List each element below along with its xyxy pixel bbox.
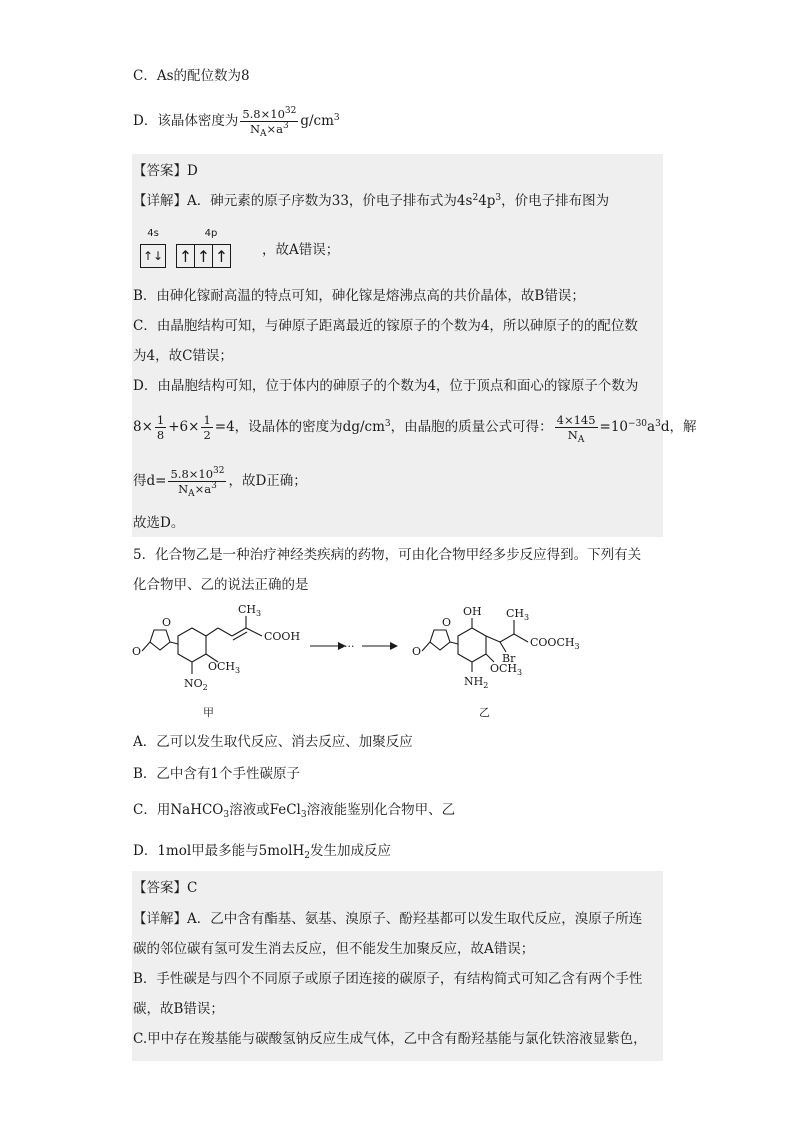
orbital-4p: 4p ↑ ↑ ↑ xyxy=(176,228,246,270)
svg-text:Br: Br xyxy=(502,652,516,665)
q4-detail-d-3: 得d= $\frac{5.8\times 10^{32}}{N_A\times a^3}$ ，故D正确； xyxy=(133,466,307,499)
q4-detail-d-1: D．由晶胞结构可知，位于体内的砷原子的个数为4，位于顶点和面心的镓原子个数为 xyxy=(133,378,639,394)
q5-option-d: D．1mol甲最多能与5molH$_2$发生加成反应 xyxy=(133,843,392,861)
svg-text:OCH3: $OCH_3$ xyxy=(490,662,523,677)
svg-text:O: O xyxy=(162,616,172,629)
q4-conclusion: 故选D。 xyxy=(133,515,185,531)
q5-detail-b-1: B．手性碳是与四个不同原子或原子团连接的碳原子，有结构简式可知乙含有两个手性 xyxy=(133,971,643,987)
q4-detail-d-2: 8× $\frac{1}{8}$ +6× $\frac{1}{2}$ =4，设晶体的密度为$dg/cm^3$，由晶胞的质量公式可得： $\frac{4\times 145}{N_A}$ $=10^{-30}a^3d$，解 xyxy=(133,413,697,445)
ch3-label-jia: $CH_3$ xyxy=(238,603,262,618)
orbital-4s: 4s ↑↓ xyxy=(140,228,166,270)
label-yi: 乙 xyxy=(479,706,490,719)
q4-detail-a-end: ，故A错误； xyxy=(262,242,340,258)
q4-detail-a: 【详解】A．砷元素的原子序数为33，价电子排布式为$4s^24p^3$，价电子排布图为 xyxy=(133,193,610,209)
svg-text:NO2: $NO_2$ xyxy=(184,677,208,692)
reaction-scheme xyxy=(130,600,630,730)
q5-option-b: B．乙中含有1个手性碳原子 xyxy=(133,766,301,782)
density-fraction: $\frac{5.8\times 10^{32}}{N_A\times a^3}$ xyxy=(242,106,297,139)
q4-option-d: D．该晶体密度为 $\frac{5.8\times 10^{32}}{N_A\times a^3}$ $g/cm^3$ xyxy=(133,106,340,139)
svg-text:NH2: $NH_2$ xyxy=(464,675,489,690)
svg-text:O: O xyxy=(132,645,142,658)
q4-detail-c-2: 为4，故C错误； xyxy=(133,348,233,364)
q5-answer: 【答案】C xyxy=(133,880,198,896)
svg-text:···: ··· xyxy=(344,640,355,653)
svg-text:O: O xyxy=(412,645,422,658)
q5-stem-2: 化合物甲、乙的说法正确的是 xyxy=(133,577,309,593)
svg-text:COOH: COOH xyxy=(264,630,301,643)
q5-detail-b-2: 碳，故B错误； xyxy=(133,1001,224,1017)
q5-stem-1: 5．化合物乙是一种治疗神经类疾病的药物，可由化合物甲经多步反应得到。下列有关 xyxy=(133,547,642,563)
q4-option-c: C．As的配位数为8 xyxy=(133,68,250,84)
svg-text:O: O xyxy=(442,616,452,629)
q4-detail-b: B．由砷化镓耐高温的特点可知，砷化镓是熔沸点高的共价晶体，故B错误； xyxy=(133,288,585,304)
q5-detail-a-1: 【详解】A．乙中含有酯基、氨基、溴原子、酚羟基都可以发生取代反应，溴原子所连 xyxy=(133,911,643,927)
q5-option-a: A．乙可以发生取代反应、消去反应、加聚反应 xyxy=(133,734,413,750)
svg-text:OH: OH xyxy=(463,605,482,618)
q5-detail-a-2: 碳的邻位碳有氢可发生消去反应，但不能发生加聚反应，故A错误； xyxy=(133,941,535,957)
label-jia: 甲 xyxy=(203,706,214,719)
q5-option-c: C．用NaHCO$_3$溶液或FeCl$_3$溶液能鉴别化合物甲、乙 xyxy=(133,802,456,820)
svg-text:OCH3: $OCH_3$ xyxy=(208,660,241,675)
svg-text:CH3: $CH_3$ xyxy=(506,607,530,622)
q4-answer: 【答案】D xyxy=(133,163,198,179)
q5-detail-c-1: C.甲中存在羧基能与碳酸氢钠反应生成气体，乙中含有酚羟基能与氯化铁溶液显紫色， xyxy=(133,1031,647,1047)
svg-text:COOCH3: $COOCH_3$ xyxy=(530,636,580,651)
q4-detail-c-1: C．由晶胞结构可知，与砷原子距离最近的镓原子的个数为4，所以砷原子的的配位数 xyxy=(133,318,638,334)
